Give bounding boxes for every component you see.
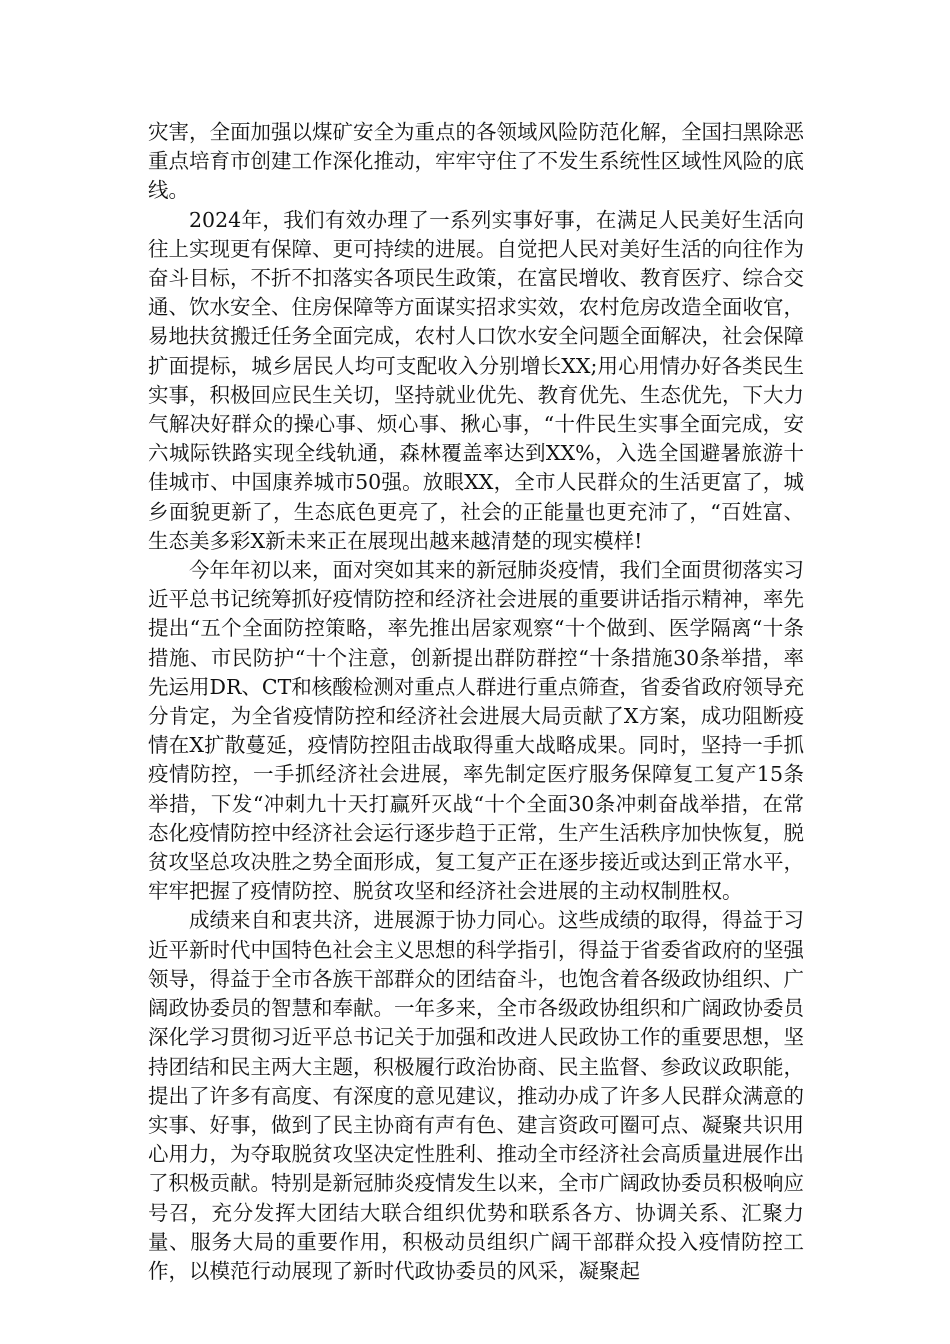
document-page	[148, 118, 804, 1286]
paragraph-4: 成绩来自和衷共济，进展源于协力同心。这些成绩的取得，得益于习近平新时代中国特色社会主义思想的科学指引，得益于省委省政府的坚强领导，得益于全市各族干部群众的团结奋斗，也饱含着各级政协组织、广阔政协委员的智慧和奉献。一年多来，全市各级政协组织和广阔政协委员深化学习贯彻习近平总书记关于加强和改进人民政协工作的重要思想，坚持团结和民主两大主题，积极履行政治协商、民主监督、参政议政职能，提出了许多有高度、有深度的意见建议，推动办成了许多人民群众满意的实事、好事，做到了民主协商有声有色、建言资政可圈可点、凝聚共识用心用力，为夺取脱贫攻坚决定性胜利、推动全市经济社会高质量进展作出了积极贡献。特别是新冠肺炎疫情发生以来，全市广阔政协委员积极响应号召，充分发挥大团结大联合组织优势和联系各方、协调关系、汇聚力量、服务大局的重要作用，积极动员组织广阔干部群众投入疫情防控工作，以模范行动展现了新时代政协委员的风采，凝聚起	[148, 908, 804, 1283]
paragraph-3: 今年年初以来，面对突如其来的新冠肺炎疫情，我们全面贯彻落实习近平总书记统筹抓好疫情防控和经济社会进展的重要讲话指示精神，率先提出“五个全面防控策略，率先推出居家观察“十个做到、医学隔离“十条措施、市民防护“十个注意，创新提出群防群控“十条措施30条举措，率先运用DR、CT和核酸检测对重点人群进行重点筛查，省委省政府领导充分肯定，为全省疫情防控和经济社会进展大局贡献了X方案，成功阻断疫情在X扩散蔓延，疫情防控阻击战取得重大战略成果。同时，坚持一手抓疫情防控，一手抓经济社会进展，率先制定医疗服务保障复工复产15条举措，下发“冲刺九十天打赢歼灭战“十个全面30条冲刺奋战举措，在常态化疫情防控中经济社会运行逐步趋于正常，生产生活秩序加快恢复，脱贫攻坚总攻决胜之势全面形成，复工复产正在逐步接近或达到正常水平，牢牢把握了疫情防控、脱贫攻坚和经济社会进展的主动权制胜权。	[148, 558, 804, 904]
paragraph-2: 2024年，我们有效办理了一系列实事好事，在满足人民美好生活向往上实现更有保障、更可持续的进展。自觉把人民对美好生活的向往作为奋斗目标，不折不扣落实各项民生政策，在富民增收、教育医疗、综合交通、饮水安全、住房保障等方面谋实招求实效，农村危房改造全面收官，易地扶贫搬迁任务全面完成，农村人口饮水安全问题全面解决，社会保障扩面提标，城乡居民人均可支配收入分别增长XX;用心用情办好各类民生实事，积极回应民生关切，坚持就业优先、教育优先、生态优先，下大力气解决好群众的操心事、烦心事、揪心事，“十件民生实事全面完成，安六城际铁路实现全线轨通，森林覆盖率达到XX%，入选全国避暑旅游十佳城市、中国康养城市50强。放眼XX，全市人民群众的生活更富了，城乡面貌更新了，生态底色更亮了，社会的正能量也更充沛了，“百姓富、生态美多彩X新未来正在展现出越来越清楚的现实模样!	[148, 207, 804, 553]
paragraph-1: 灾害，全面加强以煤矿安全为重点的各领域风险防范化解，全国扫黑除恶重点培育市创建工作深化推动，牢牢守住了不发生系统性区域性风险的底线。	[148, 120, 804, 203]
